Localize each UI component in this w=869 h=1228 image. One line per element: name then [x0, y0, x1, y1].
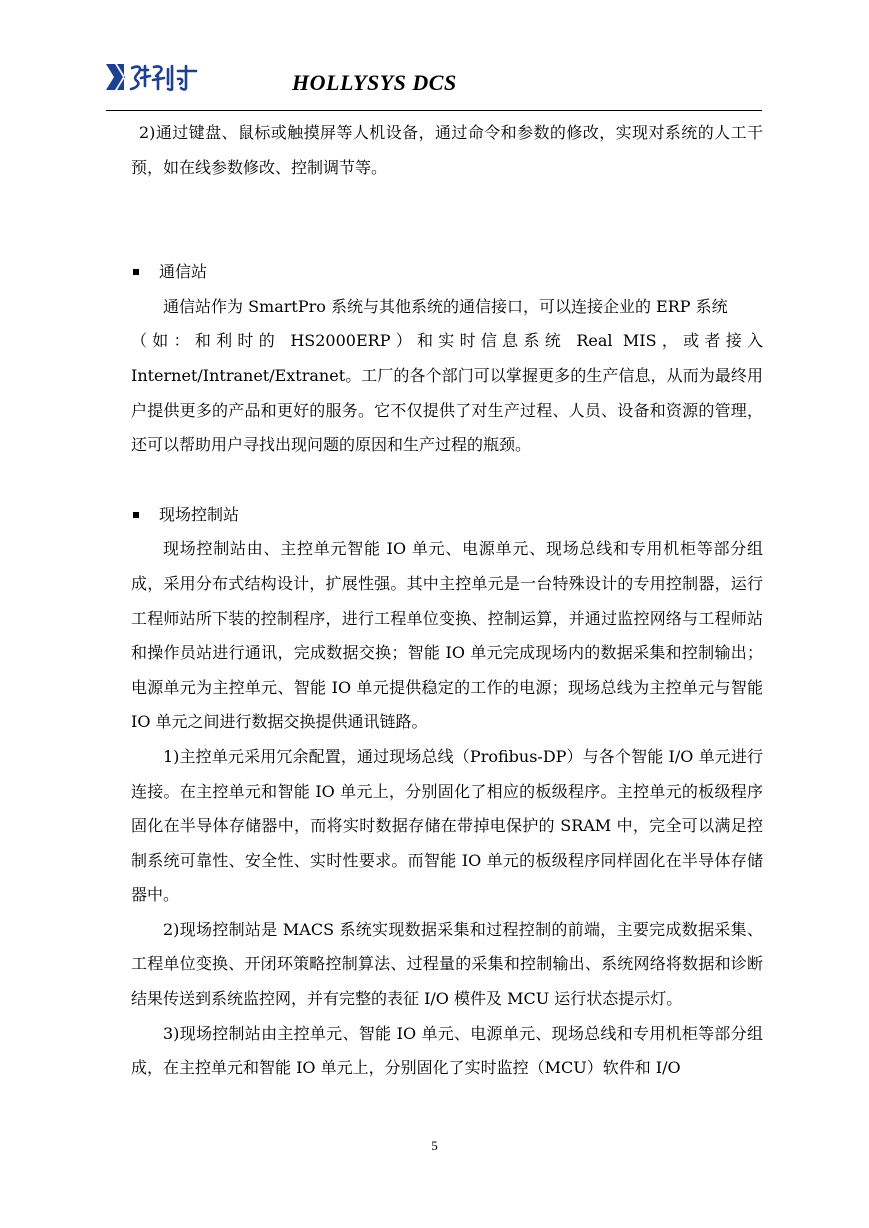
document-body — [131, 116, 763, 1086]
section-heading-label: 通信站 — [159, 262, 208, 282]
section-heading-field-control-station — [131, 498, 763, 533]
communication-station-line-1: 通信站作为 SmartPro 系统与其他系统的通信接口，可以连接企业的 ERP 系统 — [163, 296, 728, 316]
header-divider — [106, 110, 762, 111]
section-spacer — [131, 185, 763, 255]
bullet-square-icon — [133, 512, 139, 518]
communication-station-line-3: Internet/Intranet/Extranet。工厂的各个部门可以掌握更多的生产信息，从而为最终用户提供更多的产品和更好的服务。它不仅提供了对生产过程、人员、设备和资源的管理，还可以帮助用户寻找出现问题的原因和生产过程的瓶颈。 — [131, 365, 763, 455]
field-control-station-paragraph-3: 2)现场控制站是 MACS 系统实现数据采集和过程控制的前端，主要完成数据采集、工程单位变换、开闭环策略控制算法、过程量的采集和控制输出、系统网络将数据和诊断结果传送到系统监控网，并有完整的表征 I/O 模件及 MCU 运行状态提示灯。 — [131, 919, 763, 1009]
communication-station-line-2: （如：和利时的 HS2000ERP）和实时信息系统 Real MIS，或者接入 — [131, 331, 763, 351]
document-header-title: HOLLYSYS DCS — [292, 70, 457, 95]
bullet-square-icon — [133, 269, 139, 275]
field-control-station-paragraph-1: 现场控制站由、主控单元智能 IO 单元、电源单元、现场总线和专用机柜等部分组成，采用分布式结构设计，扩展性强。其中主控单元是一台特殊设计的专用控制器，运行工程师站所下装的控制程序，进行工程单位变换、控制运算，并通过监控网络与工程师站和操作员站进行通讯，完成数据交换；智能 IO 单元完成现场内的数据采集和控制输出；电源单元为主控单元、智能 IO 单元提供稳定的工作的电源；现场总线为主控单元与智能 IO 单元之间进行数据交换提供通讯链路。 — [131, 539, 763, 732]
field-control-station-paragraph-2: 1)主控单元采用冗余配置，通过现场总线（Profibus-DP）与各个智能 I/O 单元进行连接。在主控单元和智能 IO 单元上，分别固化了相应的板级程序。主控单元的板级程序固化在半导体存储器中，而将实时数据存储在带掉电保护的 SRAM 中，完全可以满足控制系统可靠性、安全性、实时性要求。而智能 IO 单元的板级程序同样固化在半导体存储器中。 — [131, 746, 763, 905]
section-spacer — [131, 463, 763, 498]
page-number: 5 — [431, 1138, 438, 1153]
page-header — [106, 58, 762, 110]
intro-paragraph: 2)通过键盘、鼠标或触摸屏等人机设备，通过命令和参数的修改，实现对系统的人工干预，如在线参数修改、控制调节等。 — [131, 123, 763, 177]
field-control-station-paragraph-4: 3)现场控制站由主控单元、智能 IO 单元、电源单元、现场总线和专用机柜等部分组成，在主控单元和智能 IO 单元上，分别固化了实时监控（MCU）软件和 I/O — [131, 1023, 763, 1078]
section-heading-label: 现场控制站 — [159, 504, 240, 524]
section-heading-communication-station — [131, 255, 763, 290]
hollysys-logo-icon — [106, 62, 198, 92]
